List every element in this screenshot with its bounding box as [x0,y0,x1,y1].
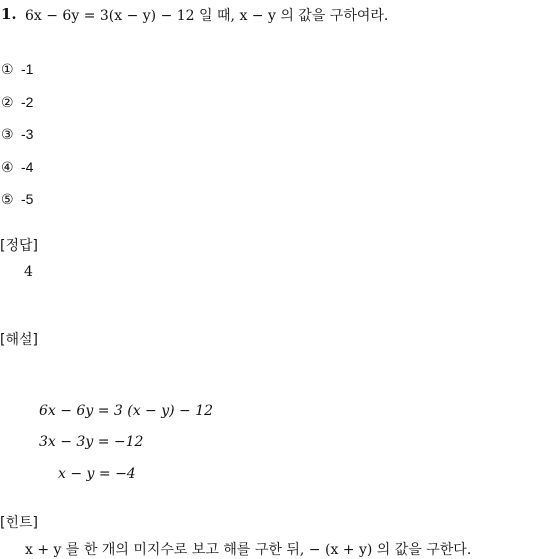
hint-label: [힌트] [0,515,38,531]
choice-3-value: -3 [21,126,34,142]
explanation-step-3: x − y = −4 [58,466,136,482]
choice-5-marker: ⑤ [1,192,14,208]
explanation-step-2: 3x − 3y = −12 [39,434,144,450]
choice-5[interactable] [1,191,33,208]
hint-text: x + y 를 한 개의 미지수로 보고 해를 구한 뒤, − (x + y) 의 값을 구한다. [25,542,472,558]
answer-label: [정답] [0,238,38,254]
question-text: 6x − 6y = 3(x − y) − 12 일 때, x − y 의 값을 구하여라. [25,8,389,24]
choice-1-marker: ① [1,62,14,78]
choice-2-value: -2 [21,94,34,110]
choice-1[interactable] [1,61,33,78]
choice-2[interactable] [1,94,33,111]
explanation-label: [해설] [0,332,38,348]
question-number: 1. [1,5,17,23]
choice-2-marker: ② [1,95,14,111]
explanation-step-1: 6x − 6y = 3 (x − y) − 12 [39,403,214,419]
choice-4-value: -4 [21,159,34,175]
choice-4-marker: ④ [1,160,14,176]
choice-5-value: -5 [21,191,34,207]
choice-4[interactable] [1,159,33,176]
choice-3-marker: ③ [1,127,14,143]
choice-1-value: -1 [21,61,34,77]
choice-3[interactable] [1,126,33,143]
answer-value: 4 [24,264,33,280]
